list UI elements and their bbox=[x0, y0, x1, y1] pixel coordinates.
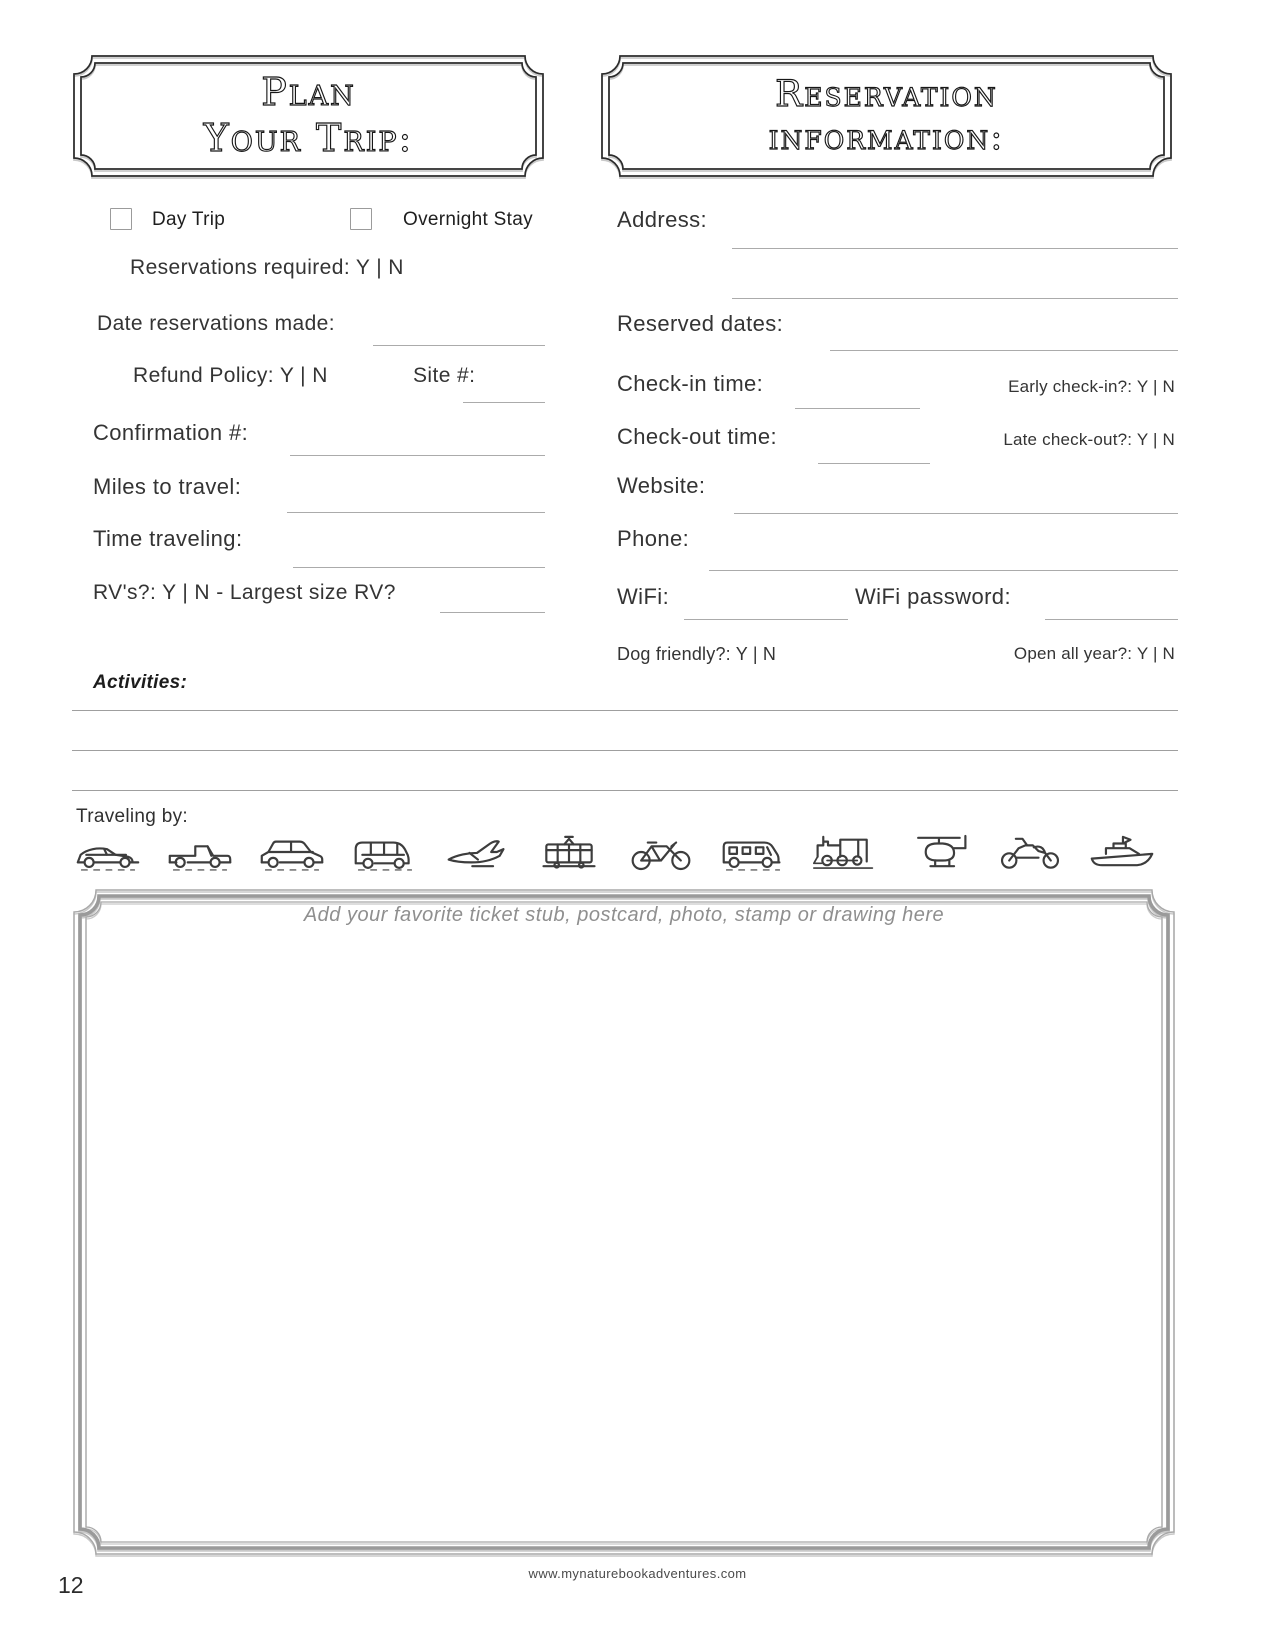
phone-line[interactable] bbox=[709, 570, 1178, 571]
van-icon bbox=[351, 831, 419, 873]
time-traveling-label: Time traveling: bbox=[93, 526, 243, 551]
reserved-dates-label: Reserved dates: bbox=[617, 311, 784, 336]
open-all-year-label: Open all year?: Y | N bbox=[1013, 644, 1175, 663]
reservation-title-line2: information: bbox=[768, 117, 1005, 158]
site-number-line[interactable] bbox=[463, 402, 545, 403]
activities-label: Activities: bbox=[93, 672, 188, 693]
plan-title-line1: Plan bbox=[261, 70, 356, 115]
largest-rv-line[interactable] bbox=[440, 612, 545, 613]
plan-title-line2: Your Trip: bbox=[203, 116, 414, 160]
memory-box-frame bbox=[72, 888, 1176, 1556]
time-line[interactable] bbox=[293, 567, 545, 568]
helicopter-icon bbox=[904, 831, 972, 873]
transport-icon-row bbox=[74, 831, 1156, 873]
car-icon bbox=[74, 831, 142, 873]
tram-icon bbox=[535, 831, 603, 873]
dog-friendly-label: Dog friendly?: Y | N bbox=[617, 644, 777, 664]
photo-area[interactable] bbox=[92, 908, 1156, 1536]
check-out-label: Check-out time: bbox=[617, 424, 778, 449]
late-check-out-label: Late check-out?: Y | N bbox=[1003, 430, 1175, 449]
confirmation-number-label: Confirmation #: bbox=[93, 420, 249, 445]
pickup-truck-icon bbox=[166, 831, 234, 873]
check-out-line[interactable] bbox=[818, 463, 930, 464]
miles-to-travel-label: Miles to travel: bbox=[93, 474, 242, 499]
check-in-label: Check-in time: bbox=[617, 371, 764, 396]
reserved-dates-line[interactable] bbox=[830, 350, 1178, 351]
confirmation-line[interactable] bbox=[290, 455, 545, 456]
day-trip-checkbox[interactable] bbox=[110, 208, 132, 230]
school-bus-icon bbox=[719, 831, 787, 873]
reservation-info-frame bbox=[600, 54, 1173, 178]
site-number-label: Site #: bbox=[413, 364, 476, 387]
airplane-icon bbox=[443, 831, 511, 873]
reservations-required-label: Reservations required: Y | N bbox=[130, 256, 404, 279]
memory-box-hint: Add your favorite ticket stub, postcard, photo, stamp or drawing here bbox=[303, 904, 945, 926]
traveling-by-label: Traveling by: bbox=[76, 806, 188, 827]
activities-line-2[interactable] bbox=[72, 750, 1178, 751]
activities-line-3[interactable] bbox=[72, 790, 1178, 791]
page-number: 12 bbox=[58, 1572, 84, 1598]
rv-question-label: RV's?: Y | N - Largest size RV? bbox=[93, 581, 396, 604]
date-reservations-line[interactable] bbox=[373, 345, 545, 346]
reservation-title bbox=[600, 54, 1173, 178]
day-trip-label: Day Trip bbox=[152, 209, 226, 230]
wifi-label: WiFi: bbox=[617, 584, 670, 609]
miles-line[interactable] bbox=[287, 512, 545, 513]
plan-your-trip-frame bbox=[72, 54, 545, 178]
suv-icon bbox=[258, 831, 326, 873]
yacht-icon bbox=[1088, 831, 1156, 873]
phone-label: Phone: bbox=[617, 526, 690, 551]
wifi-line[interactable] bbox=[684, 619, 848, 620]
plan-title bbox=[72, 54, 545, 178]
overnight-stay-checkbox[interactable] bbox=[350, 208, 372, 230]
date-reservations-made-label: Date reservations made: bbox=[97, 312, 335, 335]
steam-train-icon bbox=[811, 831, 879, 873]
footer-url: www.mynaturebookadventures.com bbox=[528, 1566, 747, 1581]
address-line-2[interactable] bbox=[732, 298, 1178, 299]
activities-line-1[interactable] bbox=[72, 710, 1178, 711]
bicycle-icon bbox=[627, 831, 695, 873]
address-label: Address: bbox=[617, 207, 708, 232]
early-check-in-label: Early check-in?: Y | N bbox=[1008, 377, 1175, 396]
refund-policy-label: Refund Policy: Y | N bbox=[133, 364, 328, 387]
check-in-line[interactable] bbox=[795, 408, 920, 409]
motorcycle-icon bbox=[996, 831, 1064, 873]
website-label: Website: bbox=[617, 473, 706, 498]
reservation-title-line1: Reservation bbox=[775, 73, 998, 115]
website-line[interactable] bbox=[734, 513, 1178, 514]
overnight-stay-label: Overnight Stay bbox=[403, 209, 533, 230]
address-line-1[interactable] bbox=[732, 248, 1178, 249]
wifi-password-line[interactable] bbox=[1045, 619, 1178, 620]
wifi-password-label: WiFi password: bbox=[855, 584, 1011, 609]
